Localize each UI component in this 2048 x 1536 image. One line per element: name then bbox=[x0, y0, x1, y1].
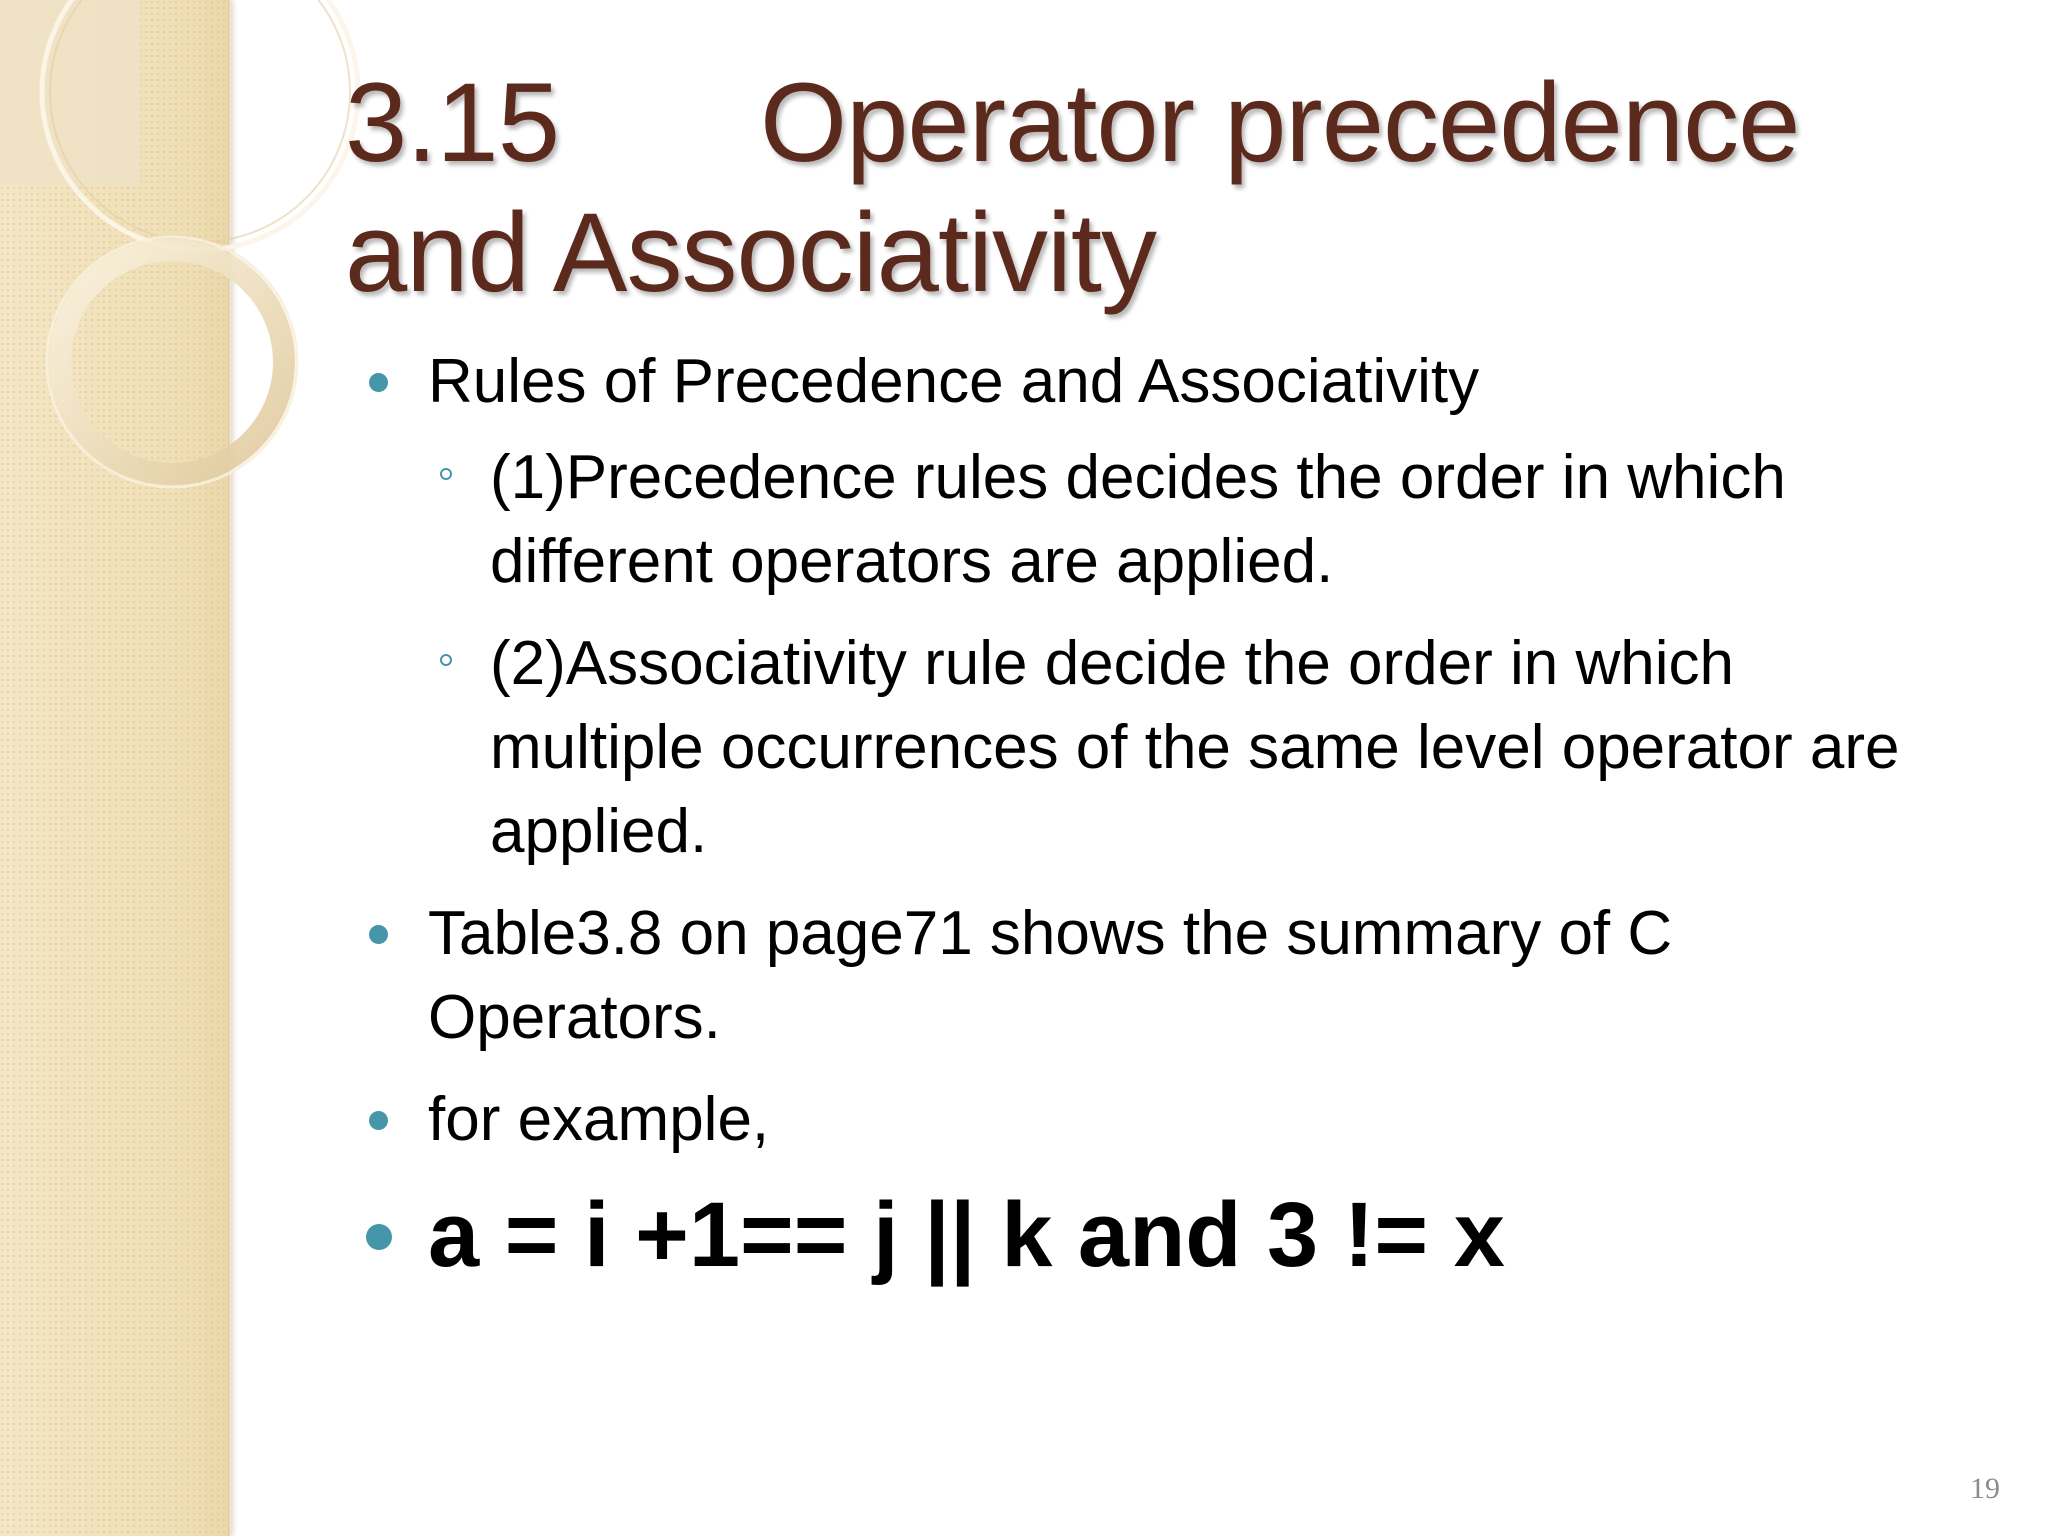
sub-bullet-text: (1)Precedence rules decides the order in which different operators are applied. bbox=[490, 443, 1786, 596]
bullet-text: for example, bbox=[428, 1085, 770, 1154]
title-number: 3.15 bbox=[345, 60, 559, 185]
bullet-text: Rules of Precedence and Associativity bbox=[428, 347, 1480, 416]
page-number: 19 bbox=[1970, 1472, 2000, 1505]
filled-circle-icon bbox=[369, 1111, 388, 1130]
bullet-item bbox=[360, 892, 1960, 1060]
hollow-circle-icon bbox=[440, 654, 452, 666]
title-line-1: Operator precedence bbox=[760, 60, 1800, 185]
code-example-item bbox=[360, 1180, 1960, 1290]
bullet-list bbox=[360, 340, 1960, 1290]
bullet-item bbox=[360, 340, 1960, 424]
code-example-text: a = i +1== j || k and 3 != x bbox=[428, 1184, 1505, 1286]
filled-circle-icon bbox=[369, 925, 388, 944]
filled-circle-icon bbox=[369, 373, 388, 392]
sub-bullet-item bbox=[360, 436, 1960, 604]
filled-circle-icon bbox=[366, 1224, 392, 1250]
bullet-text: Table3.8 on page71 shows the summary of C Operators. bbox=[428, 899, 1673, 1052]
title-line-2: and Associativity bbox=[345, 190, 1156, 315]
sub-bullet-text: (2)Associativity rule decide the order in which multiple occurrences of the same level operator are applied. bbox=[490, 629, 1900, 866]
sub-bullet-item bbox=[360, 622, 1960, 874]
bullet-item bbox=[360, 1078, 1960, 1162]
hollow-circle-icon bbox=[440, 468, 452, 480]
slide-title bbox=[345, 58, 1905, 318]
